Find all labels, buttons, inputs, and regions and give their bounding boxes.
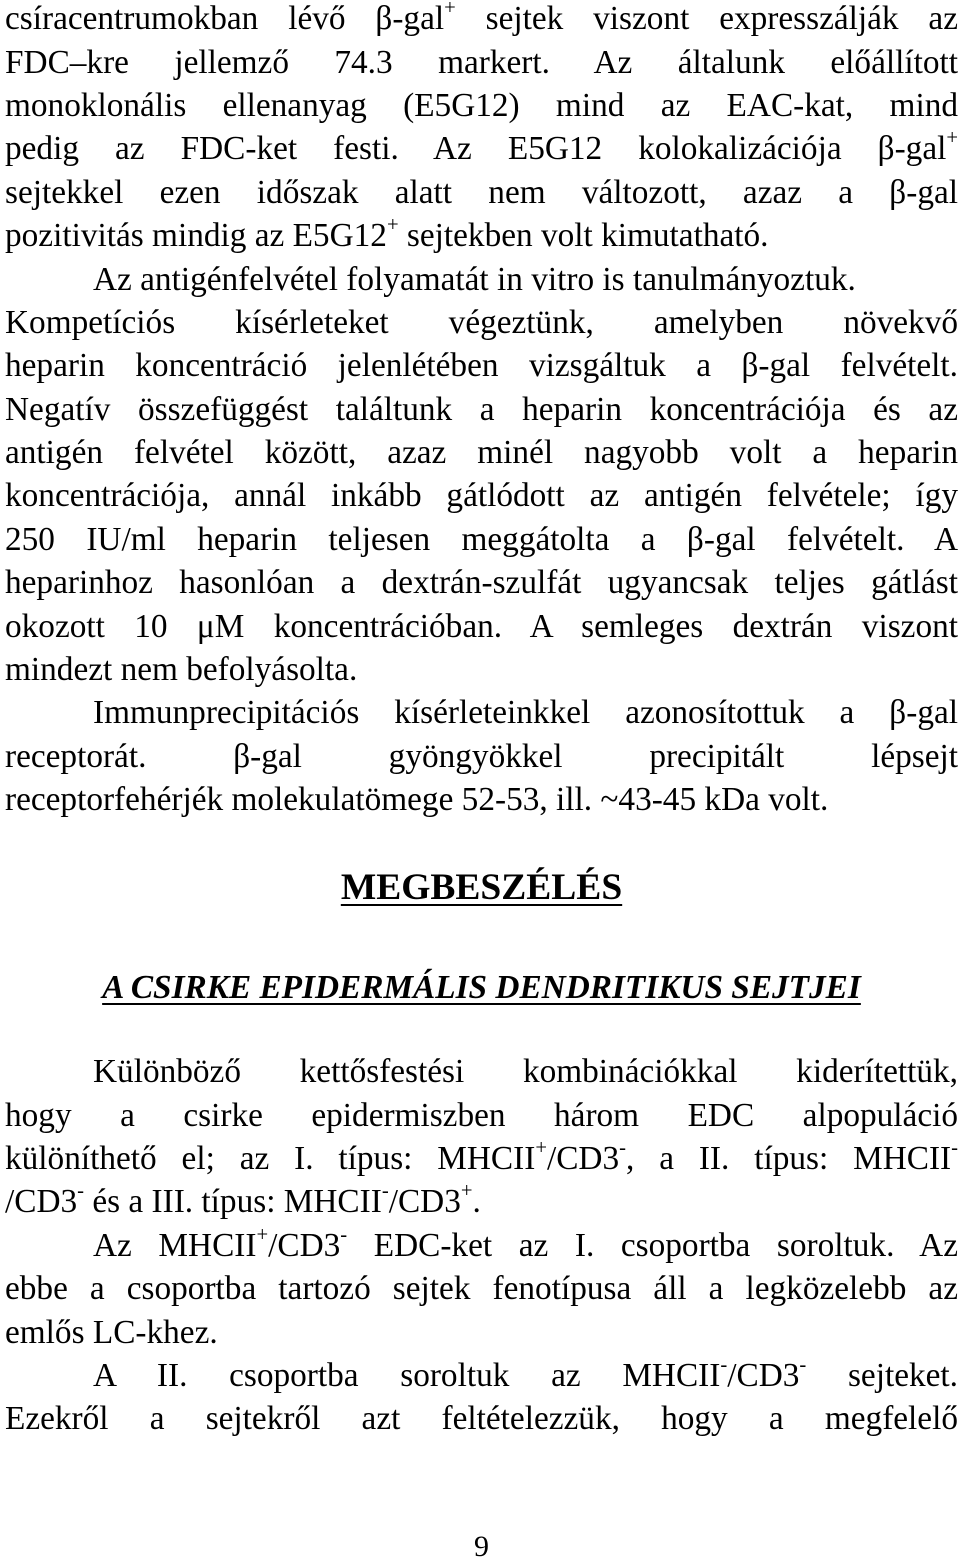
text-line: 250 IU/ml heparin teljesen meggátolta a β-gal felvételt. A (5, 521, 958, 558)
text-line: monoklonális ellenanyag (E5G12) mind az EAC-kat, mind (5, 87, 958, 124)
text-line: koncentrációja, annál inkább gátlódott az antigén felvétele; így (5, 477, 958, 514)
text-line: /CD3- és a III. típus: MHCII-/CD3+. (5, 1180, 481, 1220)
text-line: A II. csoportba soroltuk az MHCII-/CD3- sejteket. (93, 1354, 958, 1394)
subsection-heading: A CSIRKE EPIDERMÁLIS DENDRITIKUS SEJTJEI (102, 969, 861, 1006)
text-line: Különböző kettősfestési kombinációkkal kiderítettük, (93, 1053, 958, 1090)
section-heading: MEGBESZÉLÉS (340, 867, 623, 908)
text-line: pozitivitás mindig az E5G12+ sejtekben volt kimutatható. (5, 214, 769, 254)
text-line: heparinhoz hasonlóan a dextrán-szulfát ugyancsak teljes gátlást (5, 564, 958, 601)
text-line: receptorfehérjék molekulatömege 52-53, ill. ~43-45 kDa volt. (5, 781, 829, 818)
text-line: hogy a csirke epidermiszben három EDC alpopuláció (5, 1097, 958, 1134)
text-line: Immunprecipitációs kísérleteinkkel azonosítottuk a β-gal (93, 694, 958, 731)
text-line: receptorát. β-gal gyöngyökkel precipitált lépsejt (5, 738, 958, 775)
text-line: ebbe a csoportba tartozó sejtek fenotípusa áll a legközelebb az (5, 1270, 958, 1307)
text-line: csíracentrumokban lévő β-gal+ sejtek viszont expresszálják az (5, 0, 958, 37)
text-line: emlős LC-khez. (5, 1314, 218, 1351)
text-line: különíthető el; az I. típus: MHCII+/CD3-, a II. típus: MHCII- (5, 1137, 959, 1177)
text-line: heparin koncentráció jelenlétében vizsgáltuk a β-gal felvételt. (5, 347, 958, 384)
text-line: Az antigénfelvétel folyamatát in vitro is tanulmányoztuk. (93, 261, 856, 298)
text-line: Ezekről a sejtekről azt feltételezzük, hogy a megfelelő (5, 1400, 958, 1437)
page-number: 9 (474, 1530, 489, 1563)
text-line: pedig az FDC-ket festi. Az E5G12 kolokalizációja β-gal+ (5, 127, 958, 167)
text-line: sejtekkel ezen időszak alatt nem változott, azaz a β-gal (5, 174, 958, 211)
text-line: Kompetíciós kísérleteket végeztünk, amelyben növekvő (5, 304, 958, 341)
text-line: Az MHCII+/CD3- EDC-ket az I. csoportba soroltuk. Az (93, 1224, 958, 1264)
text-line: antigén felvétel között, azaz minél nagyobb volt a heparin (5, 434, 958, 471)
text-line: Negatív összefüggést találtunk a heparin koncentrációja és az (5, 391, 958, 428)
text-line: FDC–kre jellemző 74.3 markert. Az általunk előállított (5, 44, 958, 81)
text-line: okozott 10 μM koncentrációban. A semleges dextrán viszont (5, 608, 958, 645)
text-line: mindezt nem befolyásolta. (5, 651, 358, 688)
